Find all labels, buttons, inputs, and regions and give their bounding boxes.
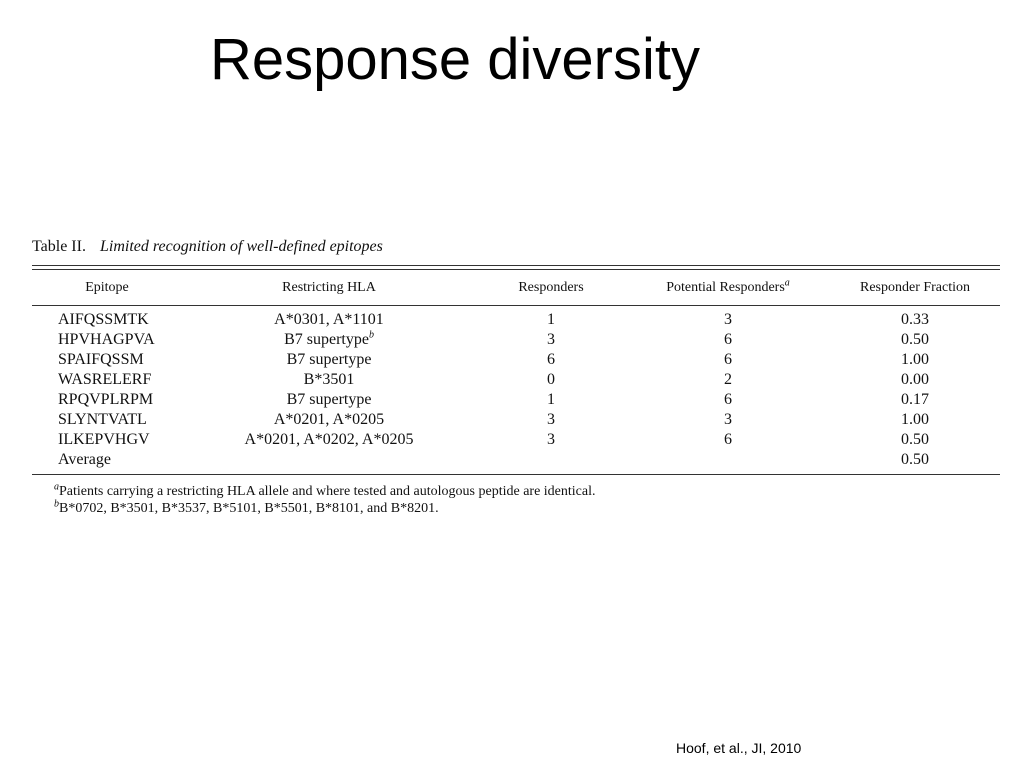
cell-hla-text: A*0201, A*0205	[273, 411, 385, 428]
cell-epitope: WASRELERF	[58, 371, 152, 388]
footnote-text: Patients carrying a restricting HLA allele and where tested and autologous peptide are identical.	[59, 484, 596, 499]
cell-fraction: 0.50	[901, 431, 929, 448]
header-epitope: Epitope	[85, 279, 129, 295]
footnote-mark: b	[54, 498, 59, 510]
cell-hla-text: A*0201, A*0202, A*0205	[244, 431, 414, 448]
footnote-a	[54, 483, 1000, 500]
cell-potential: 3	[724, 311, 732, 328]
table-footnotes	[32, 483, 1000, 517]
table-body	[32, 306, 1000, 470]
average-row	[32, 450, 1000, 470]
cell-responders: 3	[547, 411, 555, 428]
cell-hla	[182, 306, 476, 330]
cell-epitope: SLYNTVATL	[58, 411, 147, 428]
cell-hla	[182, 370, 476, 390]
table-figure	[32, 234, 1000, 517]
table-caption-text: Limited recognition of well-defined epitopes	[99, 238, 383, 255]
table-caption	[32, 234, 1000, 260]
cell-epitope: ILKEPVHGV	[58, 431, 150, 448]
cell-epitope: SPAIFQSSM	[58, 351, 144, 368]
table-row	[32, 390, 1000, 410]
cell-responders: 1	[547, 391, 555, 408]
footnote-mark: a	[784, 276, 790, 288]
cell-fraction: 0.50	[901, 331, 929, 348]
header-restricting-hla: Restricting HLA	[282, 279, 376, 295]
footnote-mark: b	[368, 329, 374, 341]
footnote-mark: a	[54, 481, 59, 493]
cell-responders: 6	[547, 351, 555, 368]
cell-hla-text: B7 supertype	[286, 351, 372, 368]
cell-hla	[182, 350, 476, 370]
cell-potential: 6	[724, 351, 732, 368]
footnote-text: B*0702, B*3501, B*3537, B*5101, B*5501, B*8101, and B*8201.	[59, 501, 439, 516]
slide-title: Response diversity	[210, 27, 700, 92]
table-row	[32, 330, 1000, 350]
cell-potential: 2	[724, 371, 732, 388]
cell-fraction: 0.00	[901, 371, 929, 388]
footnote-b	[54, 500, 1000, 517]
header-potential-responders	[626, 270, 830, 305]
cell-fraction: 0.33	[901, 311, 929, 328]
table-row	[32, 410, 1000, 430]
header-responder-fraction: Responder Fraction	[859, 279, 971, 295]
average-label: Average	[58, 451, 111, 468]
table-row	[32, 370, 1000, 390]
cell-responders: 1	[547, 311, 555, 328]
epitope-table-body	[32, 306, 1000, 470]
cell-potential: 6	[724, 331, 732, 348]
cell-hla-text: B*3501	[303, 371, 355, 388]
cell-epitope: AIFQSSMTK	[58, 311, 149, 328]
table-label: Table II.	[32, 238, 86, 255]
cell-hla	[182, 430, 476, 450]
average-fraction: 0.50	[901, 451, 929, 468]
cell-hla	[182, 330, 476, 350]
cell-fraction: 1.00	[901, 411, 929, 428]
cell-epitope: HPVHAGPVA	[58, 331, 155, 348]
cell-hla-text: A*0301, A*1101	[274, 311, 384, 328]
cell-potential: 3	[724, 411, 732, 428]
cell-fraction: 0.17	[901, 391, 929, 408]
citation: Hoof, et al., JI, 2010	[676, 740, 802, 756]
cell-responders: 0	[547, 371, 555, 388]
cell-hla-text: B7 supertype	[284, 331, 369, 348]
header-row	[32, 270, 1000, 305]
cell-potential: 6	[724, 431, 732, 448]
cell-hla-text: B7 supertype	[286, 391, 372, 408]
table-row	[32, 350, 1000, 370]
table-row	[32, 306, 1000, 330]
table-row	[32, 430, 1000, 450]
cell-responders: 3	[547, 331, 555, 348]
cell-epitope: RPQVPLRPM	[58, 391, 154, 408]
header-potential-responders-text: Potential Responders	[666, 279, 785, 295]
header-responders: Responders	[518, 279, 584, 295]
bottom-rule	[32, 474, 1000, 475]
cell-fraction: 1.00	[901, 351, 929, 368]
cell-hla	[182, 410, 476, 430]
epitope-table	[32, 270, 1000, 305]
cell-responders: 3	[547, 431, 555, 448]
cell-potential: 6	[724, 391, 732, 408]
cell-hla	[182, 390, 476, 410]
